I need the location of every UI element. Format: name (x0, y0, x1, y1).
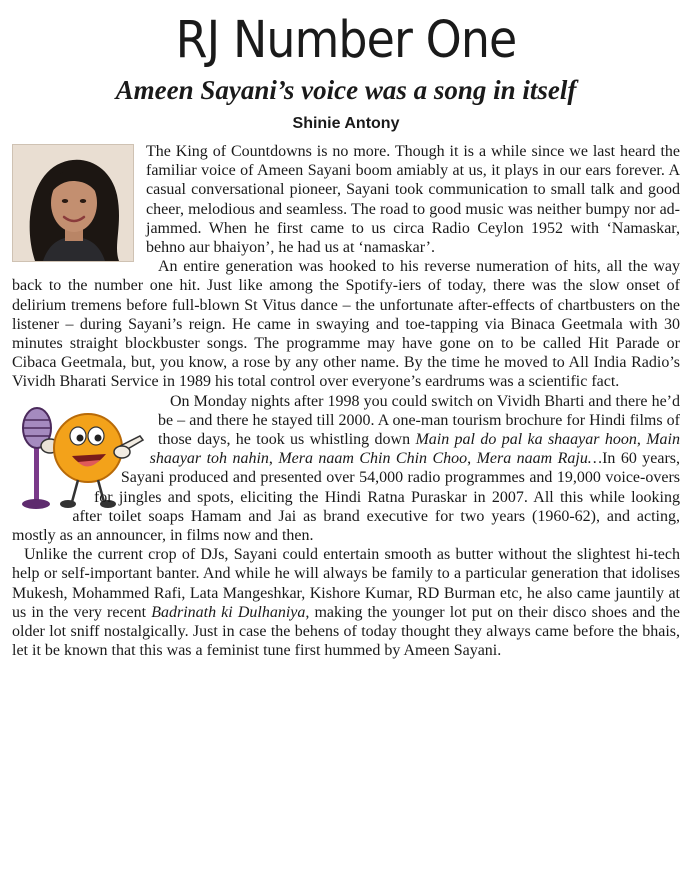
paragraph-4-text-b: making the younger lot put on their disco shoes and the older lot sniff nostalgically. Just in case the behens of today thought they always came before the bhais, let it be known that this was a feminist tune first hummed by Ameen Sayani. (12, 603, 680, 660)
song-title-3: Mera naam Chin Chin Choo (278, 450, 468, 468)
paragraph-2: An entire generation was hooked to his reverse numeration of hits, all the way back to the number one hit. Just like among the Spotify-iers of today, there was the slow onset of delirium tremens before full-blown St Vitus dance – the unfortunate after-effects of chartbusters on the listener – during Sayani’s reign. He came in swaying and toe-tapping via Binaca Geetmala with 30 minutes straight blockbuster songs. The programme may have gone on to be called Hit Parade or Cibaca Geetmala, but, you know, a rose by any other name. By the time he moved to All India Radio’s Vividh Bharati Service in 1989 his total control over everyone’s eardrums was a scientific fact. (12, 258, 680, 391)
headline: RJ Number One (175, 11, 517, 70)
subheadline: Ameen Sayani’s voice was a song in itself (115, 75, 577, 105)
separator-1: , (636, 431, 647, 449)
author-portrait-illustration (13, 145, 133, 261)
paragraph-4 (12, 545, 680, 660)
paragraph-1: The King of Countdowns is no more. Though it is a while since we last heard the familiar voice of Ameen Sayani boom amiably at us, it plays in our ears forever. A casual conversational pioneer, Sayani took communication to small talk and good cheer, melodious and seamless. The road to good music was neither bumpy nor ad-jammed. When he first came to us circa Radio Ceylon 1952 with ‘Namaskar, behno aur bhaiyon’, he had us at ‘namaskar’. (146, 143, 680, 257)
paragraph-3-text-b: In 60 years, Sayani produced and presented over 54,000 radio programmes and 19,000 voice-overs for jingles and spots, eliciting the Hindi Ratna Puraskar in 2007. All this while looking after toilet soaps Hamam and Jai as brand executive for two years (1960-62), and acting, mostly as an announcer, in films now and then. (12, 450, 681, 545)
separator-3: , (467, 450, 477, 468)
author-portrait-icon (12, 144, 134, 262)
paragraph-4-text-a: Unlike the current crop of DJs, Sayani could entertain smooth as butter without the slightest hi-tech help or self-important banter. And while he will always be family to a particular generation that idolises Mukesh, Mohammed Rafi, Lata Mangeshkar, Kishore Kumar, RD Burman etc, he also came jauntily at us in the very recent (12, 546, 680, 621)
film-title: Badrinath ki Dulhaniya, (151, 603, 310, 621)
song-title-2: Main shaayar toh nahin (149, 431, 680, 468)
paragraph-3-text-a: On Monday nights after 1998 you could switch on Vividh Bharti and there he’d be – and there he stayed till 2000. A one-man tourism brochure for Hindi films of those days, he took us whistling down (158, 392, 680, 449)
article-body (12, 142, 680, 660)
song-title-4: Mera naam Raju… (476, 450, 603, 468)
song-title-1: Main pal do pal ka shaayar hoon (415, 431, 637, 449)
byline: Shinie Antony (292, 115, 400, 132)
separator-2: , (268, 450, 279, 468)
